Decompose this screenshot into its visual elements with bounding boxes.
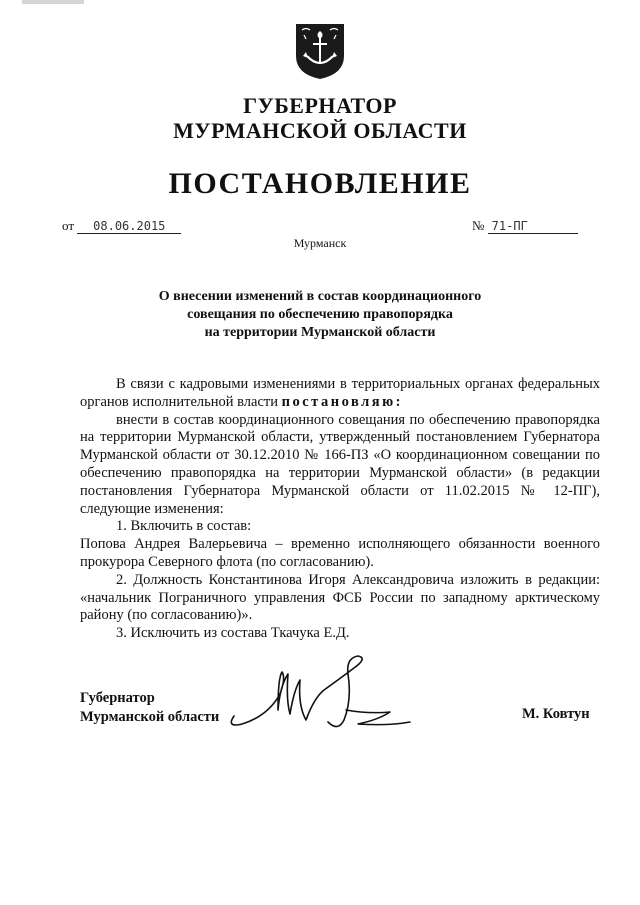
document-number [472,218,578,234]
signatory-position [80,689,219,727]
date-value: 08.06.2015 [93,219,166,233]
issuer-title-line2: МУРМАНСКОЙ ОБЛАСТИ [173,118,467,143]
decree-word: постановляю: [281,393,404,410]
issuer-title-line1: ГУБЕРНАТОР [243,93,397,118]
document-title: ПОСТАНОВЛЕНИЕ [168,167,472,200]
subject-line: на территории Мурманской области [204,325,436,340]
preamble-paragraph [80,376,600,412]
scan-artifact [22,0,84,4]
preamble-text: В связи с кадровыми изменениями в территориальных органах федеральных органов исполнительной власти [80,376,600,410]
number-prefix: № [472,218,485,233]
number-value: 71-ПГ [491,219,528,233]
body-paragraph: внести в состав координационного совещания по обеспечению правопорядка на территории Мурманской области, утвержденный постановлением Губернатора Мурманской области от 30.12.2010 № 166-ПЗ «О координационном совещании по обеспечению правопорядка на территории Мурманской области» (в редакции постановления Губернатора Мурманской области от 11.02.2015 № 12-ПГ), следующие изменения: [80,411,600,517]
subject-line: совещания по обеспечению правопорядка [187,307,453,322]
body-paragraph: 2. Должность Константинова Игоря Александровича изложить в редакции: «начальник Пограничного управления ФСБ России по западному арктическому району (по согласованию)». [80,571,600,624]
date-field [77,219,181,234]
signatory-position-line: Мурманской области [80,709,220,725]
date-prefix: от [62,218,75,233]
document-body [80,376,600,643]
body-paragraph: 3. Исключить из состава Ткачука Е.Д. [116,625,350,642]
document-date [62,218,181,234]
body-paragraph: 1. Включить в состав: [116,518,252,535]
signatory-name: М. Ковтун [522,706,590,722]
subject-line: О внесении изменений в состав координационного [158,289,482,304]
number-field [488,219,578,234]
coat-of-arms-emblem [294,22,346,80]
body-paragraph: Попова Андрея Валерьевича – временно исполняющего обязанности военного прокурора Северного флота (по согласованию). [80,536,600,570]
document-subject [0,288,640,342]
signatory-position-line: Губернатор [80,690,155,706]
city: Мурманск [293,236,347,250]
handwritten-signature [228,650,438,740]
